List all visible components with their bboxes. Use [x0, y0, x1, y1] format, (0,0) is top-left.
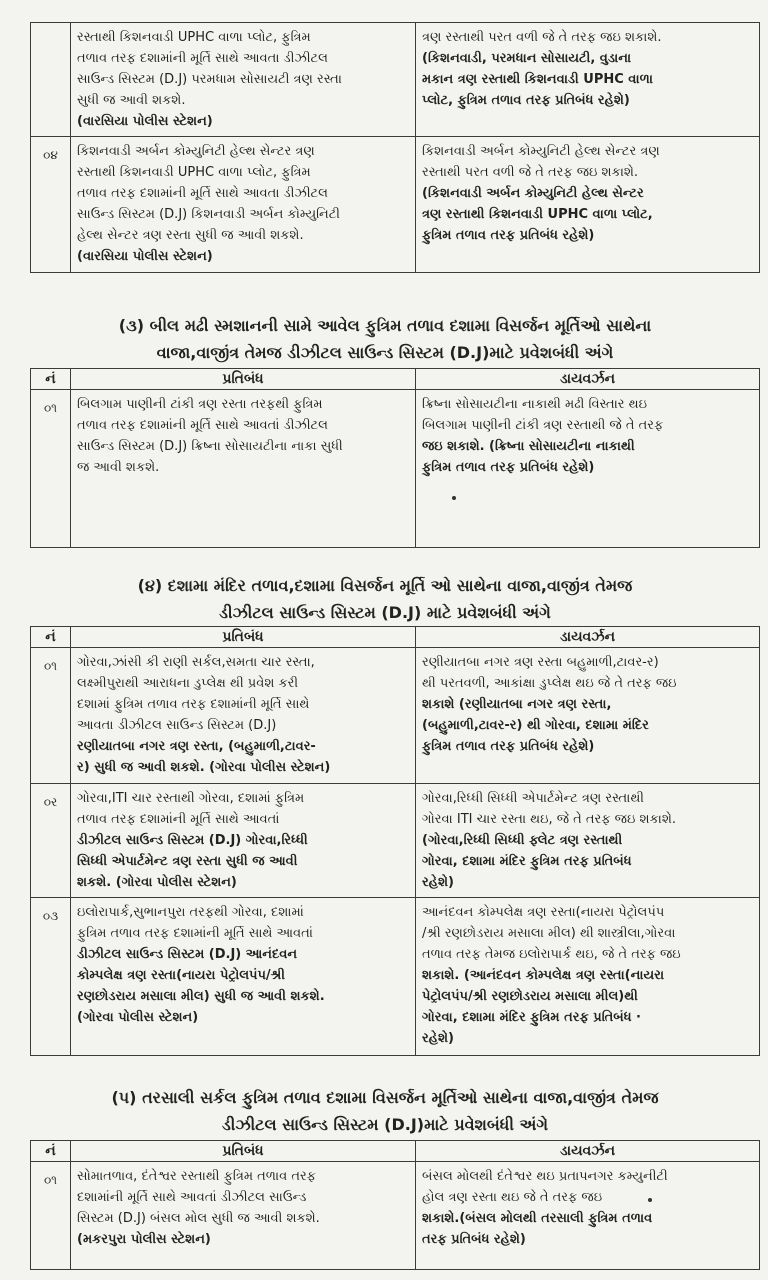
section-4-title	[40, 572, 730, 626]
top-table	[30, 22, 760, 273]
cell-text-line: શકાશે.(બંસલ મોલથી તરસાલી ફુત્રિમ તળાવ	[422, 1211, 653, 1226]
cell-text-line: શકાશે (રણીયાતબા નગર ત્રણ રસ્તા,	[422, 697, 612, 712]
cell-text-line: રણીયાતબા નગર ત્રણ રસ્તા બહુમાળી,ટાવર-ર)	[422, 655, 659, 670]
cell-text-line: ફુત્રિમ તળાવ તરફ પ્રતિબંધ રહેશે)	[422, 228, 595, 243]
cell-text-line: (મકરપુરા પોલીસ સ્ટેશન)	[77, 1232, 211, 1247]
cell-text-line: હેલ્થ સેન્ટર ત્રણ રસ્તા સુધી જ આવી શકશે.	[77, 228, 304, 243]
cell-text-line: શકશે. (ગોરવા પોલીસ સ્ટેશન)	[77, 875, 237, 890]
cell-text-line: ક્રિષ્ના સોસાયટીના નાકાથી મઢી વિસ્તાર થઇ	[422, 397, 647, 412]
section-5-title	[40, 1084, 730, 1138]
table-row	[31, 898, 760, 1056]
section-3-title	[40, 312, 730, 366]
cell-text-line: ગોરવા ITI ચાર રસ્તા થઇ, જે તે તરફ જઇ શકાશે.	[422, 812, 677, 827]
cell-text-line: ગોરવા, દશામા મંદિર ફુત્રિમ તરફ પ્રતિબંધ ·	[422, 1010, 641, 1025]
cell-text-line: તળાવ તરફ તેમજ ઇલોરાપાર્ક થઇ, જે તે તરફ જઇ	[422, 947, 681, 962]
restriction-cell	[71, 23, 416, 137]
cell-text-line: ડીઝીટલ સાઉન્ડ સિસ્ટમ (D.J) આનંદવન	[77, 947, 298, 962]
cell-text-line: રહેશે)	[422, 1031, 454, 1046]
cell-text-line: દશામાં ફુત્રિમ તળાવ તરફ દશામાંની મૂર્તિ સાથે	[77, 697, 310, 712]
diversion-cell	[416, 784, 760, 898]
cell-text-line: તળાવ તરફ દશામાંની મૂર્તિ સાથે આવતાં ડીઝીટલ	[77, 418, 328, 433]
section-title-line: (પ) તરસાલી સર્કલ ફુત્રિમ તળાવ દશામા વિસર્જન મૂર્તિઓ સાથેના વાજા,વાજીંત્ર તેમજ	[111, 1088, 659, 1107]
cell-text-line: સોમાતળાવ, દંતેશ્વર રસ્તાથી ફુત્રિમ તળાવ તરફ	[77, 1169, 316, 1184]
cell-text-line: (કિશનવાડી, પરમધાન સોસાયટી, વુડાના	[422, 51, 632, 66]
row-number: ૦ર	[31, 784, 71, 898]
row-number: ૦૧	[31, 648, 71, 784]
diversion-cell	[416, 390, 760, 548]
section-3-table-block	[30, 368, 760, 548]
header-diversion: ડાયવર્ઝન	[416, 369, 760, 390]
cell-text-line: સાઉન્ડ સિસ્ટમ (D.J) કિશનવાડી અર્બન કોમ્યુનિટી	[77, 207, 340, 222]
table-header-row	[31, 369, 760, 390]
cell-text-line: ફુત્રિમ તળાવ તરફ દશામાંની મૂર્તિ સાથે આવતાં	[77, 926, 313, 941]
diversion-cell	[416, 1162, 760, 1270]
section-title-line: ડીઝીટલ સાઉન્ડ સિસ્ટમ (D.J) માટે પ્રવેશબંધી અંગે	[219, 603, 551, 622]
cell-text-line: ફુત્રિમ તળાવ તરફ પ્રતિબંધ રહેશે)	[422, 739, 595, 754]
cell-text-line: શકાશે. (આનંદવન કોમ્પલેક્ષ ત્રણ રસ્તા(નાયરા	[422, 968, 665, 983]
cell-text-line: ત્રણ રસ્તાથી કિશનવાડી UPHC વાળા પ્લોટ,	[422, 207, 653, 222]
cell-text-line: (ગોરવા,રિધ્ધી સિધ્ધી ફ્લેટ ત્રણ રસ્તાથી	[422, 833, 623, 848]
cell-text-line: ર) સુધી જ આવી શકશે. (ગોરવા પોલીસ સ્ટેશન)	[77, 760, 331, 775]
cell-text-line: (ગોરવા પોલીસ સ્ટેશન)	[77, 1010, 199, 1025]
cell-text-line: રણીયાતબા નગર ત્રણ રસ્તા, (બહુમાળી,ટાવર-	[77, 739, 316, 754]
cell-text-line: બિલગામ પાણીની ટાંકી ત્રણ રસ્તાથી જે તે તરફ	[422, 418, 664, 433]
cell-text-line: જઇ શકાશે. (ક્રિષ્ના સોસાયટીના નાકાથી	[422, 439, 635, 454]
cell-text-line: ગોરવા,ITI ચાર રસ્તાથી ગોરવા, દશામાં ફુત્રિમ	[77, 791, 305, 806]
restriction-cell	[71, 1162, 416, 1270]
stray-mark	[648, 1198, 652, 1202]
top-table-block	[30, 22, 760, 273]
section-5-table-block	[30, 1140, 760, 1270]
cell-text-line: ગોરવા,રિધ્ધી સિધ્ધી એપાર્ટમેન્ટ ત્રણ રસ્તાથી	[422, 791, 645, 806]
header-number: નં	[31, 627, 71, 648]
cell-text-line: કોમ્પલેક્ષ ત્રણ રસ્તા(નાયરા પેટ્રોલપંપ/શ્રી	[77, 968, 285, 983]
cell-text-line: ગોરવા, દશામા મંદિર ફુત્રિમ તરફ પ્રતિબંધ	[422, 854, 632, 869]
cell-text-line: ત્રણ રસ્તાથી પરત વળી જે તે તરફ જઇ શકાશે.	[422, 30, 662, 45]
header-restriction: પ્રતિબંધ	[71, 1141, 416, 1162]
cell-text-line: લક્ષ્મીપુરાથી આરાધના ડુપ્લેક્ષ થી પ્રવેશ કરી	[77, 676, 299, 691]
restriction-cell	[71, 648, 416, 784]
header-diversion: ડાયવર્ઝન	[416, 627, 760, 648]
cell-text-line: હોલ ત્રણ રસ્તા થઇ જે તે તરફ જઇ	[422, 1190, 603, 1205]
cell-text-line: ગોરવા,ઝાંસી કી રાણી સર્કલ,સમતા ચાર રસ્તા,	[77, 655, 315, 670]
cell-text-line: રહેશે)	[422, 875, 454, 890]
section-4-table-block	[30, 626, 760, 1056]
cell-text-line: આવતા ડીઝીટલ સાઉન્ડ સિસ્ટમ (D.J)	[77, 718, 277, 733]
cell-text-line: થી પરતવળી, આકાંક્ષા ડુપ્લેક્ષ થઇ જે તે તરફ જઇ	[422, 676, 677, 691]
diversion-cell	[416, 23, 760, 137]
cell-text-line: /શ્રી રણછોડરાય મસાલા મીલ) થી શાસ્ત્રીલા,ગોરવા	[422, 926, 676, 941]
row-number: ૦૩	[31, 898, 71, 1056]
header-diversion: ડાયવર્ઝન	[416, 1141, 760, 1162]
cell-text-line: ડીઝીટલ સાઉન્ડ સિસ્ટમ (D.J) ગોરવા,રિધ્ધી	[77, 833, 308, 848]
cell-text-line: (વારસિયા પોલીસ સ્ટેશન)	[77, 114, 213, 129]
cell-text-line: બંસલ મોલથી દંતેશ્વર થઇ પ્રતાપનગર કમ્યુનીટી	[422, 1169, 668, 1184]
row-number	[31, 23, 71, 137]
restriction-cell	[71, 784, 416, 898]
section-title-line: (૩) બીલ મઢી સ્મશાનની સામે આવેલ ફુત્રિમ તળાવ દશામા વિસર્જન મૂર્તિઓ સાથેના	[118, 316, 652, 335]
cell-text-line: સાઉન્ડ સિસ્ટમ (D.J) પરમધામ સોસાયટી ત્રણ રસ્તા	[77, 72, 342, 87]
cell-text-line: જ આવી શકશે.	[77, 460, 160, 475]
header-number: નં	[31, 1141, 71, 1162]
cell-text-line: સુધી જ આવી શકશે.	[77, 93, 186, 108]
cell-text-line: તળાવ તરફ દશામાંની મૂર્તિ સાથે આવતા ડીઝીટલ	[77, 186, 328, 201]
header-number: નં	[31, 369, 71, 390]
stray-mark	[452, 496, 456, 500]
cell-text-line: આનંદવન કોમ્પલેક્ષ ત્રણ રસ્તા(નાયરા પેટ્રોલપંપ	[422, 905, 665, 920]
section-title-line: (૪) દશામા મંદિર તળાવ,દશામા વિસર્જન મૂર્તિ ઓ સાથેના વાજા,વાજીંત્ર તેમજ	[137, 576, 633, 595]
table-row	[31, 1162, 760, 1270]
cell-text-line: તરફ પ્રતિબંધ રહેશે)	[422, 1232, 526, 1247]
restriction-cell	[71, 137, 416, 273]
cell-text-line: સિસ્ટમ (D.J) બંસલ મોલ સુધી જ આવી શકશે.	[77, 1211, 320, 1226]
header-restriction: પ્રતિબંધ	[71, 627, 416, 648]
row-number: ૦૪	[31, 137, 71, 273]
section-3-table	[30, 368, 760, 548]
table-row	[31, 137, 760, 273]
table-row	[31, 648, 760, 784]
table-row	[31, 390, 760, 548]
table-row	[31, 23, 760, 137]
restriction-cell	[71, 390, 416, 548]
cell-text-line: રસ્તાથી કિશનવાડી UPHC વાળા પ્લોટ, ફુત્રિમ	[77, 30, 311, 45]
section-title-line: ડીઝીટલ સાઉન્ડ સિસ્ટમ (D.J)માટે પ્રવેશબંધી અંગે	[221, 1115, 549, 1134]
cell-text-line: કિશનવાડી અર્બન કોમ્યુનિટી હેલ્થ સેન્ટર ત્રણ	[77, 144, 315, 159]
cell-text-line: રણછોડરાય મસાલા મીલ) સુધી જ આવી શકશે.	[77, 989, 325, 1004]
table-row	[31, 784, 760, 898]
section-title-line: વાજા,વાજીંત્ર તેમજ ડીઝીટલ સાઉન્ડ સિસ્ટમ (D.J)માટે પ્રવેશબંધી અંગે	[156, 343, 614, 362]
cell-text-line: (બહુમાળી,ટાવર-ર) થી ગોરવા, દશામા મંદિર	[422, 718, 649, 733]
cell-text-line: બિલગામ પાણીની ટાંકી ત્રણ રસ્તા તરફથી ફુત્રિમ	[77, 397, 323, 412]
cell-text-line: પેટ્રોલપંપ/શ્રી રણછોડરાય મસાલા મીલ)થી	[422, 989, 638, 1004]
cell-text-line: તળાવ તરફ દશામાંની મૂર્તિ સાથે આવતા ડીઝીટલ	[77, 51, 328, 66]
diversion-cell	[416, 137, 760, 273]
section-4-table	[30, 626, 760, 1056]
cell-text-line: કિશનવાડી અર્બન કોમ્યુનિટી હેલ્થ સેન્ટર ત્રણ	[422, 144, 660, 159]
cell-text-line: તળાવ તરફ દશામાંની મૂર્તિ સાથે આવતાં	[77, 812, 280, 827]
restriction-cell	[71, 898, 416, 1056]
table-header-row	[31, 1141, 760, 1162]
section-5-table	[30, 1140, 760, 1270]
row-number: ૦૧	[31, 390, 71, 548]
row-number: ૦૧	[31, 1162, 71, 1270]
table-header-row	[31, 627, 760, 648]
cell-text-line: ઇલોરાપાર્ક,સુભાનપુરા તરફથી ગોરવા, દશામાં	[77, 905, 304, 920]
diversion-cell	[416, 898, 760, 1056]
cell-text-line: ફુત્રિમ તળાવ તરફ પ્રતિબંધ રહેશે)	[422, 460, 595, 475]
cell-text-line: સિધ્ધી એપાર્ટમેન્ટ ત્રણ રસ્તા સુધી જ આવી	[77, 854, 298, 869]
cell-text-line: (કિશનવાડી અર્બન કોમ્યુનિટી હેલ્થ સેન્ટર	[422, 186, 644, 201]
cell-text-line: રસ્તાથી પરત વળી જે તે તરફ જઇ શકાશે.	[422, 165, 639, 180]
diversion-cell	[416, 648, 760, 784]
cell-text-line: દશામાંની મૂર્તિ સાથે આવતાં ડીઝીટલ સાઉન્ડ	[77, 1190, 307, 1205]
cell-text-line: રસ્તાથી કિશનવાડી UPHC વાળા પ્લોટ, ફુત્રિમ	[77, 165, 311, 180]
cell-text-line: પ્લોટ, ફુત્રિમ તળાવ તરફ પ્રતિબંધ રહેશે)	[422, 93, 630, 108]
cell-text-line: (વારસિયા પોલીસ સ્ટેશન)	[77, 249, 213, 264]
cell-text-line: સાઉન્ડ સિસ્ટમ (D.J) ક્રિષ્ના સોસાયટીના નાકા સુધી	[77, 439, 343, 454]
header-restriction: પ્રતિબંધ	[71, 369, 416, 390]
cell-text-line: મકાન ત્રણ રસ્તાથી કિશનવાડી UPHC વાળા	[422, 72, 653, 87]
